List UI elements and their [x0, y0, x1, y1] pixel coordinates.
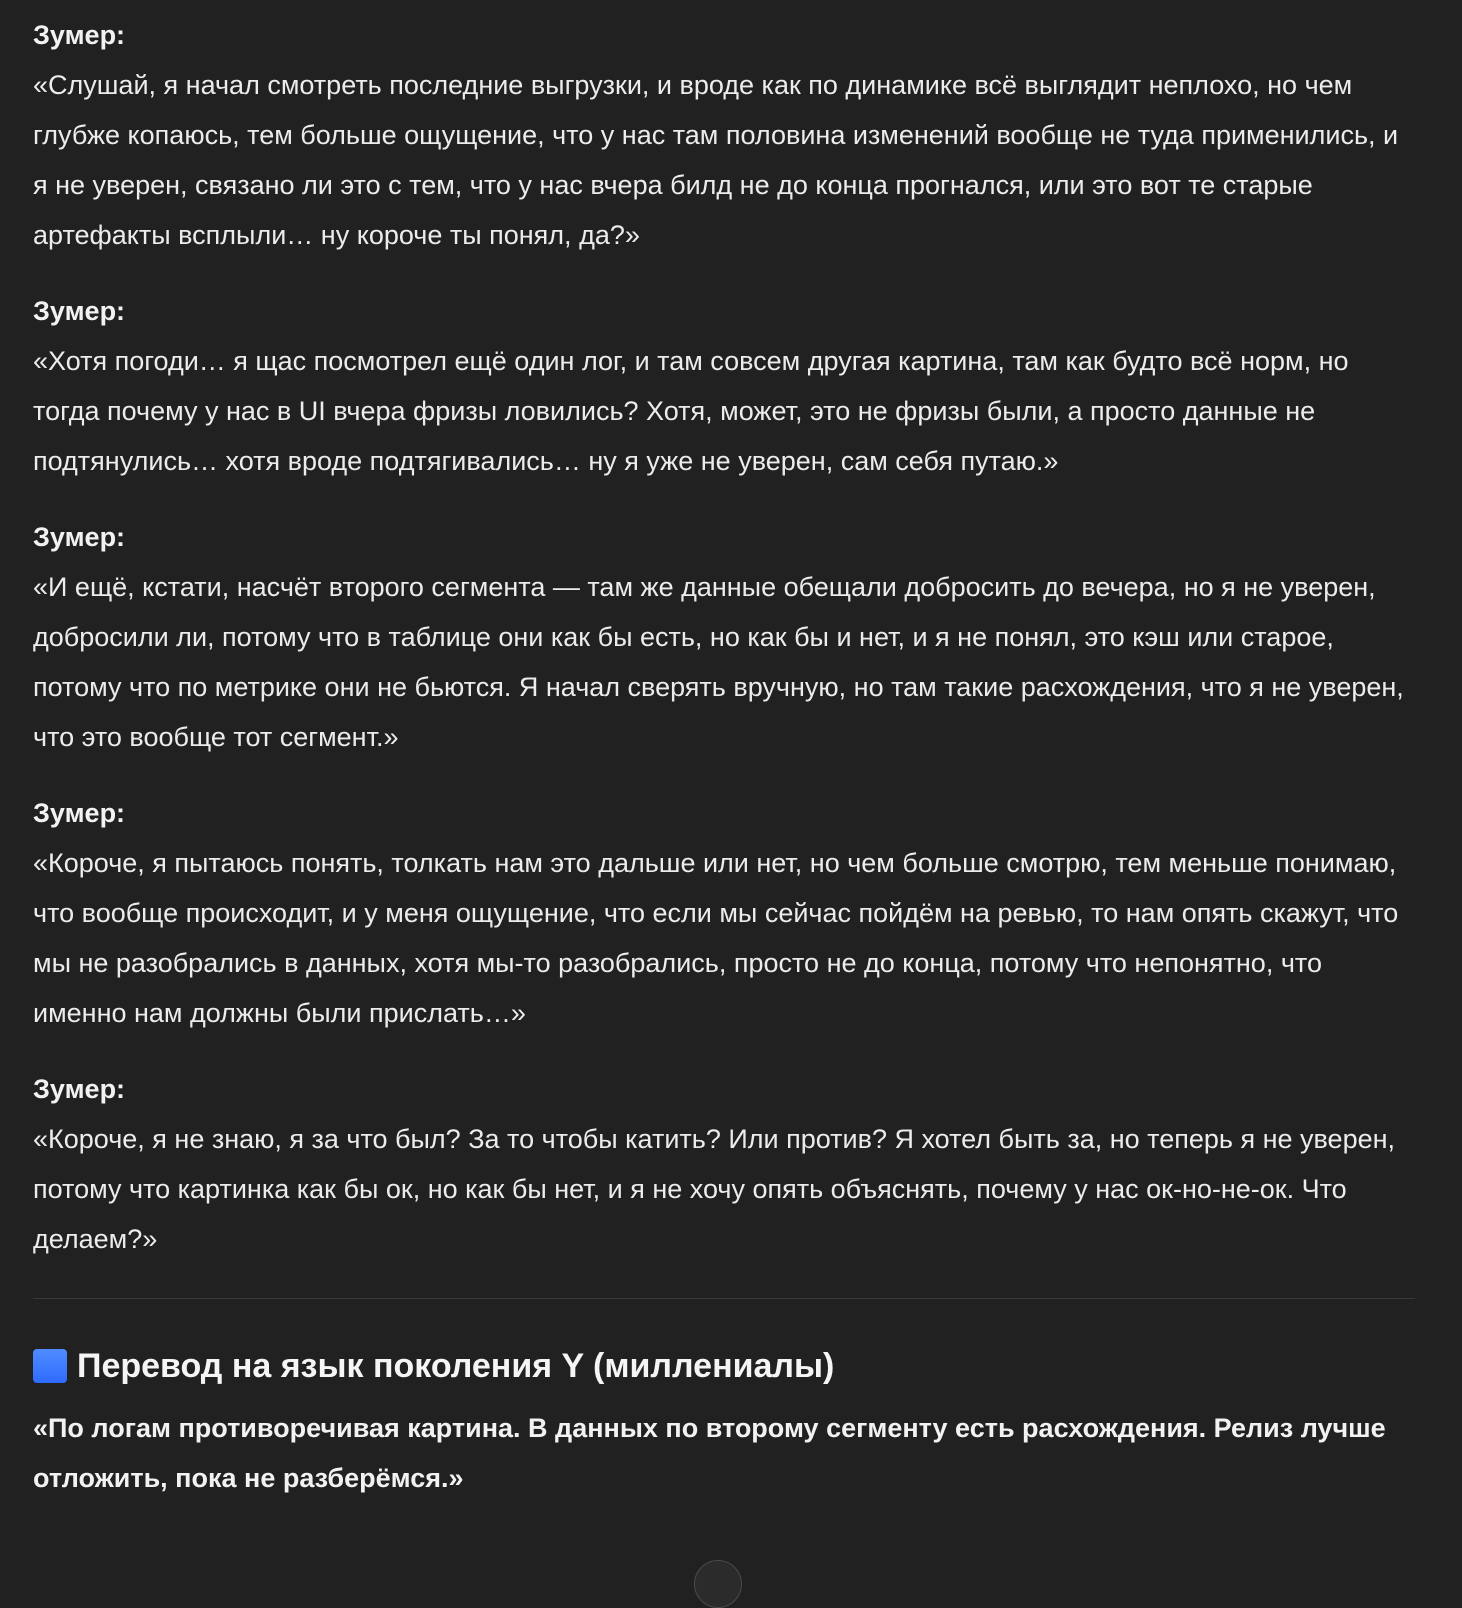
speaker-label: Зумер:: [33, 1074, 126, 1104]
chat-content: [33, 10, 1413, 1503]
scroll-down-button[interactable]: [694, 1560, 742, 1608]
speaker-label: Зумер:: [33, 798, 126, 828]
divider: [33, 1298, 1415, 1299]
message-text: «Хотя погоди… я щас посмотрел ещё один лог, и там совсем другая картина, там как будто всё норм, но тогда почему у нас в UI вчера фризы ловились? Хотя, может, это не фризы были, а просто данные не подтянулись… хотя вроде подтягивались… ну я уже не уверен, сам себя путаю.»: [33, 346, 1349, 476]
message-text: «Короче, я не знаю, я за что был? За то чтобы катить? Или против? Я хотел быть за, но теперь я не уверен, потому что картинка как бы ок, но как бы нет, и я не хочу опять объяснять, почему у нас ок-но-не-ок. Что делаем?»: [33, 1124, 1396, 1254]
message-4: [33, 788, 1413, 1038]
message-text: «И ещё, кстати, насчёт второго сегмента — там же данные обещали добросить до вечера, но я не уверен, добросили ли, потому что в таблице они как бы есть, но как бы и нет, и я не понял, это кэш или старое, потому что по метрике они не бьются. Я начал сверять вручную, но там такие расхождения, что я не уверен, что это вообще тот сегмент.»: [33, 572, 1404, 752]
section-title: Перевод на язык поколения Y (миллениалы): [77, 1347, 835, 1385]
speaker-label: Зумер:: [33, 522, 126, 552]
section-heading: [33, 1341, 1413, 1391]
message-1: [33, 10, 1413, 260]
message-3: [33, 512, 1413, 762]
message-2: [33, 286, 1413, 486]
message-text: «Короче, я пытаюсь понять, толкать нам это дальше или нет, но чем больше смотрю, тем меньше понимаю, что вообще происходит, и у меня ощущение, что если мы сейчас пойдём на ревью, то нам опять скажут, что мы не разобрались в данных, хотя мы-то разобрались, просто не до конца, потому что непонятно, что именно нам должны были прислать…»: [33, 848, 1399, 1028]
blue-square-icon: [33, 1349, 67, 1383]
section-summary: «По логам противоречивая картина. В данных по второму сегменту есть расхождения. Релиз лучше отложить, пока не разберёмся.»: [33, 1413, 1386, 1493]
speaker-label: Зумер:: [33, 20, 126, 50]
speaker-label: Зумер:: [33, 296, 126, 326]
message-5: [33, 1064, 1413, 1264]
message-text: «Слушай, я начал смотреть последние выгрузки, и вроде как по динамике всё выглядит неплохо, но чем глубже копаюсь, тем больше ощущение, что у нас там половина изменений вообще не туда применились, и я не уверен, связано ли это с тем, что у нас вчера билд не до конца прогнался, или это вот те старые артефакты всплыли… ну короче ты понял, да?»: [33, 70, 1399, 250]
